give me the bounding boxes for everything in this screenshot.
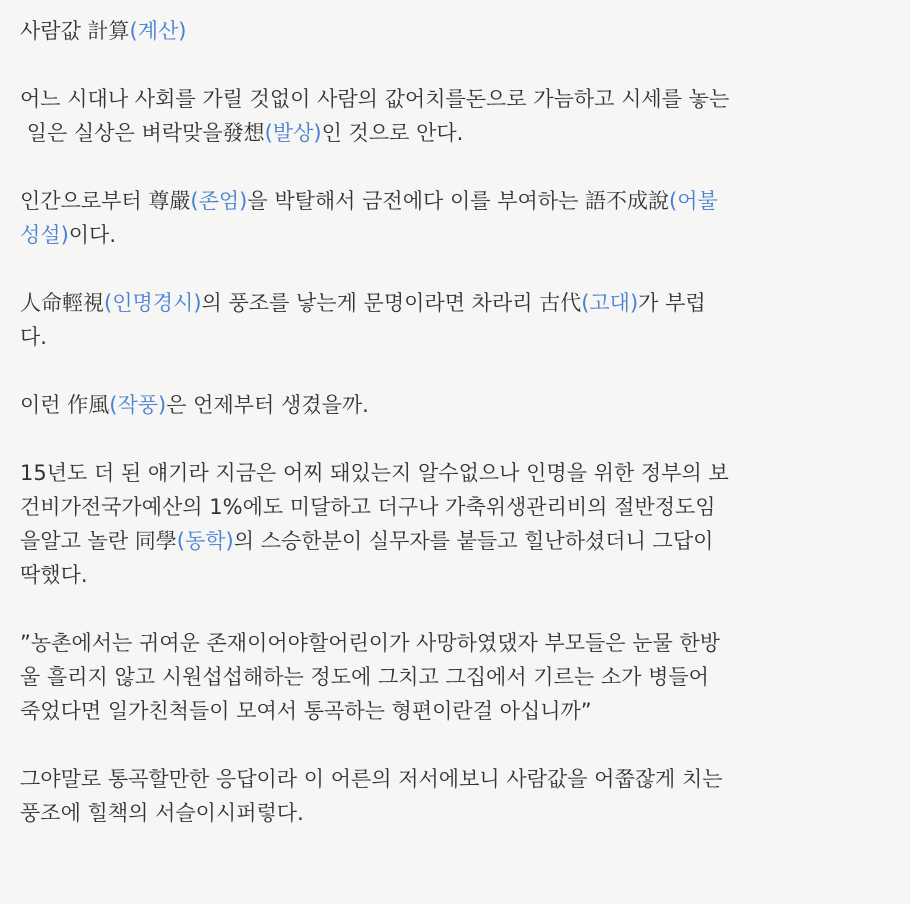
paragraph bbox=[20, 762, 880, 830]
text-line bbox=[20, 14, 880, 48]
text-run: 의 풍조를 낳는게 문명이라면 차라리 古代 bbox=[201, 291, 582, 315]
hangul-reading-gloss: (동학) bbox=[176, 529, 234, 553]
text-line bbox=[20, 320, 880, 354]
text-run: 의 스승한분이 실무자를 붙들고 힐난하셨더니 그답이 bbox=[233, 529, 714, 553]
text-run: 이런 作風 bbox=[20, 393, 110, 417]
text-line bbox=[20, 388, 880, 422]
paragraph bbox=[20, 184, 880, 252]
paragraph bbox=[20, 286, 880, 354]
text-run: 사람값 計算 bbox=[20, 19, 130, 43]
hangul-reading-gloss: (발상) bbox=[264, 121, 322, 145]
text-run: 딱했다. bbox=[20, 563, 88, 587]
hangul-reading-gloss: (계산) bbox=[129, 19, 187, 43]
text-line bbox=[20, 626, 880, 660]
text-run: 을 박탈해서 금전에다 이를 부여하는 語不成說 bbox=[247, 189, 670, 213]
text-run: 人命輕視 bbox=[20, 291, 104, 315]
hangul-reading-gloss: (어불 bbox=[669, 189, 718, 213]
text-line bbox=[20, 796, 880, 830]
text-run: 건비가전국가예산의 1%에도 미달하고 더구나 가축위생관리비의 절반정도임 bbox=[20, 495, 716, 519]
paragraph bbox=[20, 626, 880, 728]
text-run: ”농촌에서는 귀여운 존재이어야할어린이가 사망하였댔자 부모들은 눈물 한방 bbox=[20, 631, 721, 655]
text-line bbox=[20, 286, 880, 320]
text-run: 다. bbox=[20, 325, 47, 349]
text-line bbox=[20, 116, 880, 150]
text-run: 은 언제부터 생겼을까. bbox=[166, 393, 369, 417]
text-run: 이다. bbox=[68, 223, 117, 247]
document-body bbox=[20, 14, 880, 830]
text-run: 인 것으로 안다. bbox=[321, 121, 464, 145]
text-run: 풍조에 힐책의 서슬이시퍼렇다. bbox=[20, 801, 304, 825]
text-line bbox=[20, 524, 880, 558]
text-run: 울 흘리지 않고 시원섭섭해하는 정도에 그치고 그집에서 기르는 소가 병들어 bbox=[20, 665, 709, 689]
hangul-reading-gloss: (인명경시) bbox=[104, 291, 202, 315]
text-line bbox=[20, 456, 880, 490]
hangul-reading-gloss: 성설) bbox=[20, 223, 69, 247]
hangul-reading-gloss: (작풍) bbox=[109, 393, 167, 417]
text-run: 일은 실상은 벼락맞을發想 bbox=[20, 121, 265, 145]
text-line bbox=[20, 82, 880, 116]
text-run: 어느 시대나 사회를 가릴 것없이 사람의 값어치를돈으로 가늠하고 시세를 놓는 bbox=[20, 87, 730, 111]
text-line bbox=[20, 762, 880, 796]
paragraph bbox=[20, 388, 880, 422]
text-line bbox=[20, 660, 880, 694]
text-run: 15년도 더 된 얘기라 지금은 어찌 돼있는지 알수없으나 인명을 위한 정부의 보 bbox=[20, 461, 729, 485]
text-run: 죽었다면 일가친척들이 모여서 통곡하는 형편이란걸 아십니까” bbox=[20, 699, 592, 723]
text-run: 을알고 놀란 同學 bbox=[20, 529, 177, 553]
hangul-reading-gloss: (고대) bbox=[581, 291, 639, 315]
paragraph bbox=[20, 82, 880, 150]
text-line bbox=[20, 218, 880, 252]
text-run: 인간으로부터 尊嚴 bbox=[20, 189, 191, 213]
text-run: 그야말로 통곡할만한 응답이라 이 어른의 저서에보니 사람값을 어쭙잖게 치는 bbox=[20, 767, 723, 791]
text-line bbox=[20, 558, 880, 592]
text-line bbox=[20, 184, 880, 218]
text-run: 가 부럽 bbox=[638, 291, 706, 315]
paragraph bbox=[20, 456, 880, 592]
text-line bbox=[20, 694, 880, 728]
paragraph bbox=[20, 14, 880, 48]
text-line bbox=[20, 490, 880, 524]
hangul-reading-gloss: (존엄) bbox=[190, 189, 248, 213]
